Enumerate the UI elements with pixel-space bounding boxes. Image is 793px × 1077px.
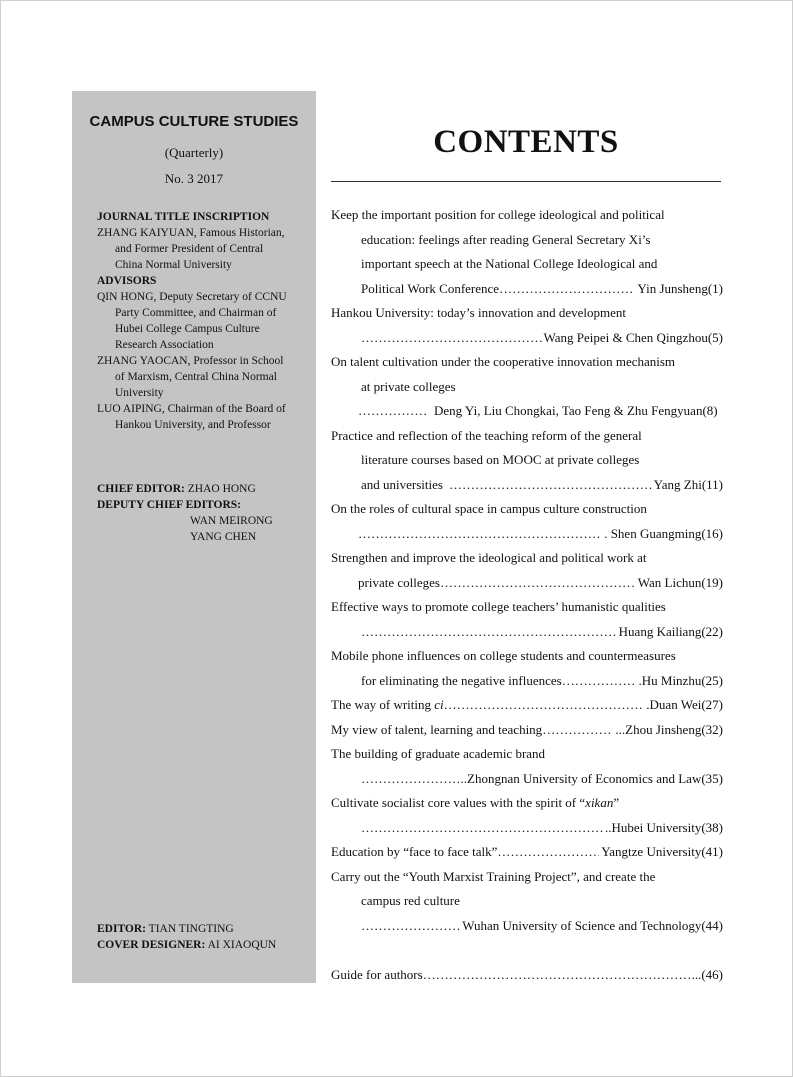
toc-title-line: My view of talent, learning and teaching bbox=[331, 721, 543, 737]
advisor-line: of Marxism, Central China Normal bbox=[115, 371, 277, 383]
dot-leader bbox=[449, 473, 652, 498]
toc-author-page: .Hu Minzhu(25) bbox=[638, 672, 723, 688]
toc-author-page: ..Hubei University(38) bbox=[604, 819, 723, 835]
inscription-heading: JOURNAL TITLE INSCRIPTION bbox=[97, 211, 270, 223]
dot-leader bbox=[361, 767, 459, 792]
toc-title-line[interactable]: education: feelings after reading General Secretary Xi’s bbox=[361, 231, 651, 247]
toc-entry-line[interactable] bbox=[331, 914, 723, 939]
toc-author-page: Yangtze University(41) bbox=[601, 844, 723, 859]
toc-title-line[interactable]: The building of graduate academic brand bbox=[331, 746, 546, 761]
toc-author-page: Deng Yi, Liu Chongkai, Tao Feng & Zhu Fengyuan(8) bbox=[434, 403, 718, 418]
toc-title-line[interactable]: On the roles of cultural space in campus culture construction bbox=[331, 501, 647, 516]
toc-title-line: for eliminating the negative influences bbox=[361, 672, 562, 688]
editor-name: TIAN TINGTING bbox=[148, 923, 234, 935]
toc-entry-line[interactable] bbox=[331, 693, 723, 718]
designer-label: COVER DESIGNER: bbox=[97, 939, 206, 951]
toc-title-line: private colleges bbox=[358, 574, 440, 590]
toc-title-line: Education by “face to face talk”……… bbox=[331, 844, 537, 859]
toc-author-page: Huang Kailiang(22) bbox=[618, 623, 723, 639]
toc-author-page: ...Zhou Jinsheng(32) bbox=[615, 721, 723, 737]
dot-leader bbox=[536, 840, 599, 865]
deputy-editor-name: YANG CHEN bbox=[190, 531, 257, 543]
toc-author-page: Yang Zhi(11) bbox=[653, 476, 723, 492]
toc-guide-line[interactable] bbox=[331, 963, 723, 988]
toc-entry-line[interactable] bbox=[331, 473, 723, 498]
production-credits bbox=[97, 921, 276, 953]
guide-page: ...(46) bbox=[691, 966, 723, 982]
toc-author-page: ..Zhongnan University of Economics and Law(35) bbox=[460, 770, 723, 786]
inscription-line: ZHANG KAIYUAN, Famous Historian, bbox=[97, 227, 285, 239]
toc-author-page: .Duan Wei(27) bbox=[646, 697, 723, 712]
dot-leader bbox=[440, 571, 630, 596]
advisor-line: QIN HONG, Deputy Secretary of CCNU bbox=[97, 291, 287, 303]
toc-entry-line[interactable] bbox=[331, 816, 723, 841]
dot-leader bbox=[358, 399, 428, 424]
dot-leader bbox=[562, 669, 637, 694]
deputy-editors-label: DEPUTY CHIEF EDITORS: bbox=[97, 499, 241, 511]
toc-title-line: The way of writing ci bbox=[331, 697, 444, 712]
dot-leader bbox=[542, 718, 613, 743]
toc-entry-line[interactable] bbox=[331, 522, 723, 547]
editor-label: EDITOR: bbox=[97, 923, 146, 935]
advisor-line: Party Committee, and Chairman of bbox=[115, 307, 277, 319]
toc-title-line[interactable]: Strengthen and improve the ideological and political work at bbox=[331, 550, 647, 565]
toc-entry-line[interactable] bbox=[331, 571, 723, 596]
toc-title-line[interactable]: Cultivate socialist core values with the spirit of “xikan” bbox=[331, 795, 620, 810]
masthead-credits bbox=[97, 209, 312, 433]
toc-title-line[interactable]: Effective ways to promote college teachers’ humanistic qualities bbox=[331, 599, 666, 614]
advisor-line: LUO AIPING, Chairman of the Board of bbox=[97, 403, 286, 415]
dot-leader bbox=[361, 620, 617, 645]
toc-entry-line[interactable] bbox=[331, 840, 723, 865]
contents-heading: CONTENTS bbox=[433, 124, 619, 160]
masthead-panel bbox=[72, 91, 316, 983]
toc-title-line[interactable]: Hankou University: today’s innovation and development bbox=[331, 305, 626, 320]
toc-author-page: Yin Junsheng(1) bbox=[637, 280, 723, 296]
toc-title-line[interactable]: important speech at the National College Ideological and bbox=[361, 256, 658, 271]
inscription-line: and Former President of Central bbox=[115, 243, 264, 255]
toc-title-line: and universities bbox=[361, 476, 443, 492]
inscription-line: China Normal University bbox=[115, 259, 232, 271]
toc-entry-line[interactable] bbox=[331, 399, 723, 424]
toc-entry-line[interactable] bbox=[331, 718, 723, 743]
toc-title-line[interactable]: campus red culture bbox=[361, 893, 460, 908]
dot-leader bbox=[499, 277, 635, 302]
dot-leader bbox=[423, 963, 690, 988]
heading-rule bbox=[331, 181, 721, 182]
toc-title-line[interactable]: Keep the important position for college ideological and political bbox=[331, 207, 665, 222]
dot-leader bbox=[361, 816, 603, 841]
issue-number: No. 3 2017 bbox=[164, 171, 224, 186]
toc-author-page: Wuhan University of Science and Technology(44) bbox=[462, 917, 723, 933]
advisor-line: Hubei College Campus Culture bbox=[115, 323, 260, 335]
toc-entry-line[interactable] bbox=[331, 277, 723, 302]
designer-name: AI XIAOQUN bbox=[207, 939, 277, 951]
dot-leader bbox=[444, 693, 645, 718]
advisor-line: University bbox=[115, 387, 164, 399]
advisor-line: Research Association bbox=[115, 339, 214, 351]
dot-leader bbox=[361, 914, 460, 939]
toc-author-page: Wang Peipei & Chen Qingzhou(5) bbox=[543, 329, 723, 345]
toc-title-line[interactable]: Carry out the “Youth Marxist Training Project”, and create the bbox=[331, 868, 656, 884]
advisor-line: Hankou University, and Professor bbox=[115, 419, 271, 431]
toc-entry-line[interactable] bbox=[331, 326, 723, 351]
table-of-contents bbox=[331, 203, 723, 987]
toc-title-line: Political Work Conference bbox=[361, 280, 500, 296]
chief-editor-label: CHIEF EDITOR: bbox=[97, 483, 185, 495]
advisors-heading: ADVISORS bbox=[97, 275, 157, 287]
toc-author-page: . Wan Lichun(19) bbox=[631, 574, 723, 590]
journal-title: CAMPUS CULTURE STUDIES bbox=[89, 113, 299, 130]
deputy-editor-name: WAN MEIRONG bbox=[190, 515, 273, 527]
dot-leader bbox=[358, 522, 602, 547]
advisor-line: ZHANG YAOCAN, Professor in School bbox=[97, 355, 284, 367]
toc-entry-line[interactable] bbox=[331, 767, 723, 792]
dot-leader bbox=[361, 326, 542, 351]
toc-title-line[interactable]: at private colleges bbox=[361, 378, 456, 394]
guide-title: Guide for authors bbox=[331, 966, 423, 982]
chief-editor-name: ZHAO HONG bbox=[187, 483, 256, 495]
toc-title-line[interactable]: literature courses based on MOOC at private colleges bbox=[361, 452, 640, 467]
toc-title-line[interactable]: On talent cultivation under the cooperative innovation mechanism bbox=[331, 354, 676, 369]
editors-block bbox=[97, 481, 273, 545]
toc-entry-line[interactable] bbox=[331, 669, 723, 694]
toc-title-line[interactable]: Mobile phone influences on college students and countermeasures bbox=[331, 648, 676, 663]
toc-title-line[interactable]: Practice and reflection of the teaching reform of the general bbox=[331, 427, 642, 443]
toc-author-page: . Shen Guangming(16) bbox=[604, 525, 723, 541]
journal-frequency: (Quarterly) bbox=[164, 145, 224, 160]
toc-entry-line[interactable] bbox=[331, 620, 723, 645]
